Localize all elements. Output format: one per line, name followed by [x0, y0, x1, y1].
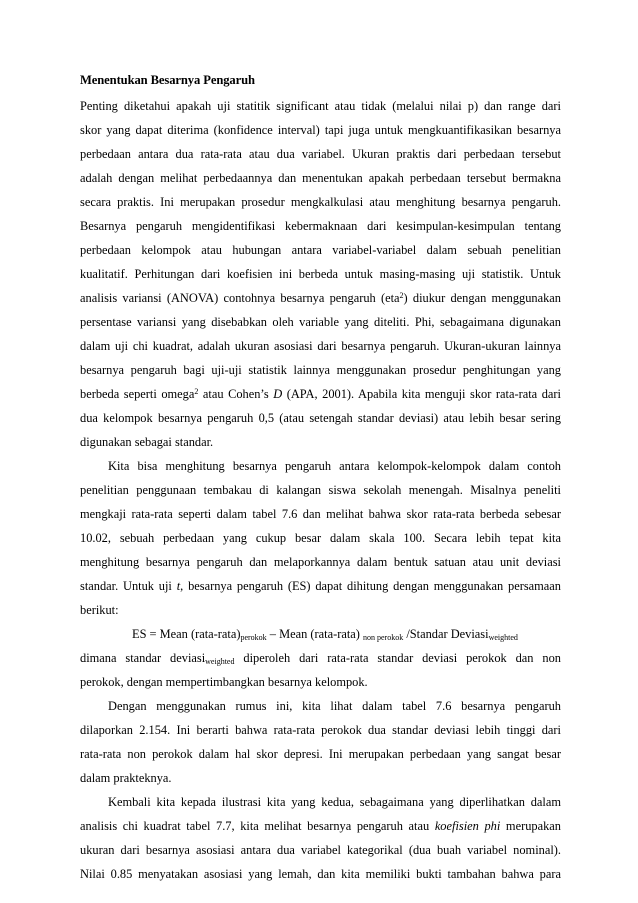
text-line: besarnya pengaruh bagi uji-uji statistik lainnya menggunakan prosedur penghitungan yang — [80, 363, 561, 377]
italic-text: t — [176, 579, 181, 593]
text-line: perokok, dengan mempertimbangkan besarnya kelompok. — [80, 675, 368, 689]
text-line: rata-rata non perokok dalam hal skor depresi. Ini merupakan perbedaan yang sangat besar — [80, 747, 561, 761]
text-segment: ES = Mean (rata-rata) — [132, 627, 241, 641]
text-line: penelitian penggunaan tembakau di kalangan siswa sekolah menengah. Misalnya peneliti — [80, 483, 561, 497]
text-segment: standar. Untuk uji — [80, 579, 177, 593]
italic-text: D — [273, 387, 283, 401]
text-line — [80, 578, 561, 594]
text-segment: /Standar Deviasi — [403, 627, 489, 641]
text-line: skor yang dapat diterima (konfidence interval) tapi juga untuk mengkuantifikasikan besarnya — [80, 123, 561, 137]
text-segment: ) diukur dengan menggunakan — [403, 291, 562, 305]
text-line: menghitung besarnya pengaruh dan melaporkannya dalam bentuk satuan atau unit deviasi — [80, 555, 561, 569]
text-segment: dimana standar deviasi — [80, 651, 206, 665]
text-line: digunakan sebagai standar. — [80, 435, 214, 449]
text-line: dalam uji chi kuadrat, adalah ukuran asosiasi dari besarnya pengaruh. Ukuran-ukuran lainnya — [80, 339, 561, 353]
text-line — [80, 818, 561, 834]
text-line: dua kelompok besarnya pengaruh 0,5 (atau setengah standar deviasi) atau lebih besar sering — [80, 411, 561, 425]
text-segment: atau Cohen’s — [198, 387, 274, 401]
text-line: Nilai 0.85 menyatakan asosiasi yang lemah, dan kita memiliki bukti tambahan bahwa para — [80, 867, 561, 881]
text-line — [80, 290, 561, 306]
text-segment: berbeda seperti omega — [80, 387, 195, 401]
text-line: perbedaan antara dua rata-rata atau dua variabel. Ukuran praktis dari perbedaan tersebut — [80, 147, 561, 161]
superscript: 2 — [399, 291, 404, 300]
text-line: kualitatif. Perhitungan dari koefisien ini berbeda untuk masing-masing uji statistik. Untuk — [80, 267, 561, 281]
text-line: secara praktis. Ini merupakan prosedur mengkalkulasi atau menghitung besarnya pengaruh. — [80, 195, 561, 209]
formula-line — [132, 626, 552, 642]
subscript: non perokok — [363, 633, 404, 642]
section-heading: Menentukan Besarnya Pengaruh — [80, 73, 255, 87]
text-line — [80, 386, 561, 402]
subscript: weighted — [488, 633, 518, 642]
subscript: weighted — [205, 657, 235, 666]
text-line: dilaporkan 2.154. Ini berarti bahwa rata-rata perokok dua standar deviasi lebih tinggi dari — [80, 723, 561, 737]
text-segment: , besarnya pengaruh (ES) dapat dihitung dengan menggunakan persamaan — [180, 579, 562, 593]
text-segment: analisis chi kuadrat tabel 7.7, kita melihat besarnya pengaruh atau — [80, 819, 435, 833]
text-line: mengkaji rata-rata seperti dalam tabel 7.6 dan melihat bahwa skor rata-rata berbeda sebesar — [80, 507, 561, 521]
italic-text: koefisien phi — [434, 819, 501, 833]
text-line: perbedaan kelompok atau hubungan antara variabel-variabel dalam sebuah penelitian — [80, 243, 561, 257]
text-line: Kembali kita kepada ilustrasi kita yang kedua, sebagaimana yang diperlihatkan dalam — [108, 795, 561, 809]
text-segment: analisis variansi (ANOVA) contohnya besarnya pengaruh (eta — [80, 291, 400, 305]
text-line: dalam prakteknya. — [80, 771, 172, 785]
text-segment: – Mean (rata-rata) — [266, 627, 363, 641]
text-segment: diperoleh dari rata-rata standar deviasi perokok dan non — [234, 651, 561, 665]
text-line: Kita bisa menghitung besarnya pengaruh antara kelompok-kelompok dalam contoh — [108, 459, 561, 473]
text-line: Dengan menggunakan rumus ini, kita lihat dalam tabel 7.6 besarnya pengaruh — [108, 699, 561, 713]
superscript: 2 — [194, 387, 199, 396]
text-segment: (APA, 2001). Apabila kita menguji skor rata-rata dari — [282, 387, 561, 401]
subscript: perokok — [240, 633, 267, 642]
text-line: persentase variansi yang disebabkan oleh variable yang diteliti. Phi, sebagaimana digunakan — [80, 315, 561, 329]
text-segment: merupakan — [500, 819, 561, 833]
text-line — [80, 650, 561, 666]
text-line: adalah dengan melihat perbedaannya dan menentukan apakah perbedaan tersebut bermakna — [80, 171, 561, 185]
text-line: berikut: — [80, 603, 119, 617]
text-line: Besarnya pengaruh mengidentifikasi kebermaknaan dari kesimpulan-kesimpulan tentang — [80, 219, 561, 233]
text-line: 10.02, sebuah perbedaan yang cukup besar dalam skala 100. Secara lebih tepat kita — [80, 531, 561, 545]
text-line: Penting diketahui apakah uji statitik significant atau tidak (melalui nilai p) dan range dari — [80, 99, 561, 113]
text-line: ukuran dari besarnya asosiasi antara dua variabel kategorikal (dua buah variabel nominal). — [80, 843, 561, 857]
